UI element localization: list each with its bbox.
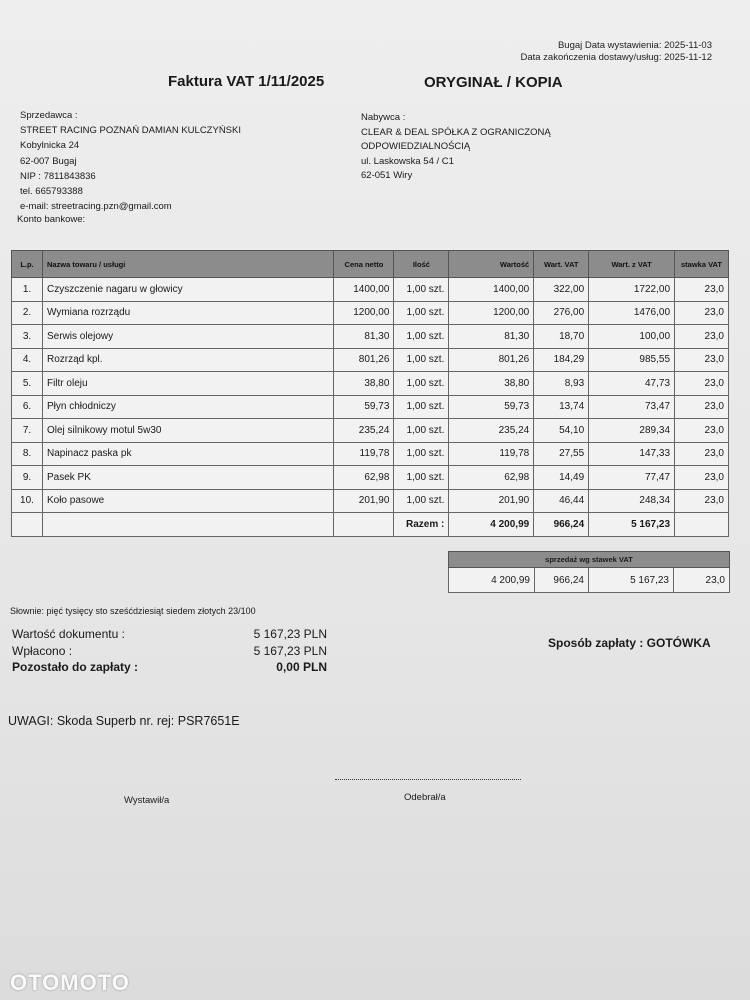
- cell-vat: 54,10: [534, 419, 589, 443]
- cell-vat: 322,00: [534, 278, 589, 302]
- cell-gross: 47,73: [589, 372, 675, 396]
- total-net: 4 200,99: [449, 513, 534, 537]
- cell-price: 119,78: [334, 442, 394, 466]
- cell-name: Płyn chłodniczy: [42, 395, 333, 419]
- buyer-name-2: ODPOWIEDZIALNOŚCIĄ: [361, 141, 471, 152]
- issue-date: Bugaj Data wystawienia: 2025-11-03: [557, 40, 712, 51]
- vat-summary-vat: 966,24: [535, 568, 589, 593]
- seller-block: [20, 108, 241, 214]
- cell-name: Olej silnikowy motul 5w30: [42, 419, 333, 443]
- cell-price: 81,30: [334, 325, 394, 349]
- col-rate: stawka VAT: [675, 251, 729, 278]
- cell-gross: 289,34: [589, 419, 675, 443]
- cell-qty: 1,00 szt.: [394, 301, 449, 325]
- otomoto-watermark: OTOMOTO: [10, 970, 130, 995]
- items-body: [12, 278, 729, 513]
- table-row: [12, 489, 729, 513]
- cell-rate: 23,0: [675, 489, 729, 513]
- total-vat: 966,24: [534, 513, 589, 537]
- cell-name: Czyszczenie nagaru w głowicy: [42, 278, 333, 302]
- vat-summary-gross: 5 167,23: [589, 568, 674, 593]
- bank-account-label: Konto bankowe:: [17, 214, 86, 225]
- cell-price: 1200,00: [334, 301, 394, 325]
- col-gross: Wart. z VAT: [589, 251, 675, 278]
- buyer-label: Nabywca :: [361, 112, 406, 123]
- cell-rate: 23,0: [675, 278, 729, 302]
- total-gross: 5 167,23: [589, 513, 675, 537]
- table-row: [12, 372, 729, 396]
- cell-qty: 1,00 szt.: [394, 348, 449, 372]
- cell-lp: 2.: [12, 301, 43, 325]
- cell-lp: 6.: [12, 395, 43, 419]
- cell-rate: 23,0: [675, 348, 729, 372]
- cell-name: Napinacz paska pk: [42, 442, 333, 466]
- cell-rate: 23,0: [675, 372, 729, 396]
- issued-by-label: Wystawił/a: [124, 795, 170, 806]
- table-row: [12, 301, 729, 325]
- cell-vat: 13,74: [534, 395, 589, 419]
- amount-in-words: Słownie: pięć tysięcy sto sześćdziesiąt siedem złotych 23/100: [10, 606, 256, 616]
- seller-city: 62-007 Bugaj: [20, 155, 77, 167]
- col-price: Cena netto: [334, 251, 394, 278]
- cell-lp: 9.: [12, 466, 43, 490]
- cell-lp: 7.: [12, 419, 43, 443]
- cell-value: 1400,00: [449, 278, 534, 302]
- total-label: Razem :: [394, 513, 449, 537]
- cell-value: 801,26: [449, 348, 534, 372]
- seller-name: STREET RACING POZNAŃ DAMIAN KULCZYŃSKI: [20, 125, 241, 137]
- cell-price: 62,98: [334, 466, 394, 490]
- cell-value: 62,98: [449, 466, 534, 490]
- totals-row: [12, 513, 729, 537]
- vat-summary-row: [449, 568, 730, 593]
- col-lp: L.p.: [12, 251, 43, 278]
- cell-gross: 73,47: [589, 395, 675, 419]
- cell-name: Pasek PK: [42, 466, 333, 490]
- cell-vat: 14,49: [534, 466, 589, 490]
- received-by-label: Odebrał/a: [404, 792, 446, 803]
- cell-vat: 276,00: [534, 301, 589, 325]
- cell-lp: 4.: [12, 348, 43, 372]
- cell-vat: 8,93: [534, 372, 589, 396]
- cell-gross: 100,00: [589, 325, 675, 349]
- vat-summary-rate: 23,0: [674, 568, 730, 593]
- col-value: Wartość: [449, 251, 534, 278]
- cell-gross: 1722,00: [589, 278, 675, 302]
- cell-value: 1200,00: [449, 301, 534, 325]
- doc-value: 5 167,23 PLN: [253, 627, 327, 641]
- cell-vat: 27,55: [534, 442, 589, 466]
- seller-nip: NIP : 7811843836: [20, 170, 96, 182]
- col-name: Nazwa towaru / usługi: [42, 251, 333, 278]
- remarks: UWAGI: Skoda Superb nr. rej: PSR7651E: [8, 714, 240, 728]
- cell-value: 38,80: [449, 372, 534, 396]
- signature-line: [335, 779, 521, 780]
- buyer-city: 62-051 Wiry: [361, 170, 413, 181]
- col-vat-value: Wart. VAT: [534, 251, 589, 278]
- table-row: [12, 278, 729, 302]
- cell-rate: 23,0: [675, 325, 729, 349]
- table-row: [12, 325, 729, 349]
- cell-price: 1400,00: [334, 278, 394, 302]
- cell-qty: 1,00 szt.: [394, 372, 449, 396]
- cell-value: 201,90: [449, 489, 534, 513]
- vat-summary-table: [448, 551, 730, 593]
- cell-rate: 23,0: [675, 301, 729, 325]
- table-row: [12, 419, 729, 443]
- due-value: 0,00 PLN: [276, 660, 327, 674]
- cell-price: 235,24: [334, 419, 394, 443]
- cell-lp: 1.: [12, 278, 43, 302]
- cell-lp: 8.: [12, 442, 43, 466]
- cell-lp: 5.: [12, 372, 43, 396]
- payment-method: Sposób zapłaty : GOTÓWKA: [548, 636, 711, 650]
- cell-value: 81,30: [449, 325, 534, 349]
- cell-name: Wymiana rozrządu: [42, 301, 333, 325]
- cell-rate: 23,0: [675, 466, 729, 490]
- cell-lp: 10.: [12, 489, 43, 513]
- cell-qty: 1,00 szt.: [394, 395, 449, 419]
- seller-tel: tel. 665793388: [20, 186, 83, 198]
- cell-lp: 3.: [12, 325, 43, 349]
- paid-value: 5 167,23 PLN: [253, 643, 327, 658]
- payment-summary: [12, 626, 327, 676]
- cell-vat: 46,44: [534, 489, 589, 513]
- table-row: [12, 466, 729, 490]
- cell-value: 235,24: [449, 419, 534, 443]
- cell-value: 59,73: [449, 395, 534, 419]
- col-qty: Ilość: [394, 251, 449, 278]
- cell-rate: 23,0: [675, 395, 729, 419]
- cell-rate: 23,0: [675, 419, 729, 443]
- cell-gross: 248,34: [589, 489, 675, 513]
- items-table: [11, 250, 729, 537]
- cell-gross: 147,33: [589, 442, 675, 466]
- invoice-dates: [520, 40, 712, 64]
- cell-name: Rozrząd kpl.: [42, 348, 333, 372]
- table-row: [12, 348, 729, 372]
- table-header-row: [12, 251, 729, 278]
- cell-qty: 1,00 szt.: [394, 419, 449, 443]
- cell-vat: 18,70: [534, 325, 589, 349]
- cell-price: 201,90: [334, 489, 394, 513]
- copy-label: ORYGINAŁ / KOPIA: [424, 74, 563, 91]
- cell-qty: 1,00 szt.: [394, 325, 449, 349]
- cell-qty: 1,00 szt.: [394, 489, 449, 513]
- vat-summary-header: sprzedaż wg stawek VAT: [449, 552, 730, 568]
- seller-email: e-mail: streetracing.pzn@gmail.com: [20, 201, 172, 213]
- seller-label: Sprzedawca :: [20, 110, 78, 121]
- due-label: Pozostało do zapłaty :: [12, 660, 139, 674]
- cell-price: 59,73: [334, 395, 394, 419]
- cell-name: Filtr oleju: [42, 372, 333, 396]
- cell-gross: 77,47: [589, 466, 675, 490]
- cell-qty: 1,00 szt.: [394, 442, 449, 466]
- table-row: [12, 395, 729, 419]
- cell-qty: 1,00 szt.: [394, 278, 449, 302]
- cell-price: 38,80: [334, 372, 394, 396]
- cell-gross: 985,55: [589, 348, 675, 372]
- cell-qty: 1,00 szt.: [394, 466, 449, 490]
- buyer-name-1: CLEAR & DEAL SPÓŁKA Z OGRANICZONĄ: [361, 126, 551, 138]
- cell-name: Koło pasowe: [42, 489, 333, 513]
- vat-summary-net: 4 200,99: [449, 568, 535, 593]
- doc-value-label: Wartość dokumentu :: [12, 627, 125, 641]
- table-row: [12, 442, 729, 466]
- delivery-date: Data zakończenia dostawy/usług: 2025-11-12: [520, 52, 712, 63]
- cell-gross: 1476,00: [589, 301, 675, 325]
- invoice-title: Faktura VAT 1/11/2025: [168, 73, 325, 90]
- seller-street: Kobylnicka 24: [20, 140, 80, 152]
- cell-rate: 23,0: [675, 442, 729, 466]
- cell-name: Serwis olejowy: [42, 325, 333, 349]
- buyer-block: [361, 111, 551, 184]
- buyer-street: ul. Laskowska 54 / C1: [361, 155, 454, 167]
- cell-price: 801,26: [334, 348, 394, 372]
- cell-value: 119,78: [449, 442, 534, 466]
- paid-label: Wpłacono :: [12, 643, 73, 658]
- cell-vat: 184,29: [534, 348, 589, 372]
